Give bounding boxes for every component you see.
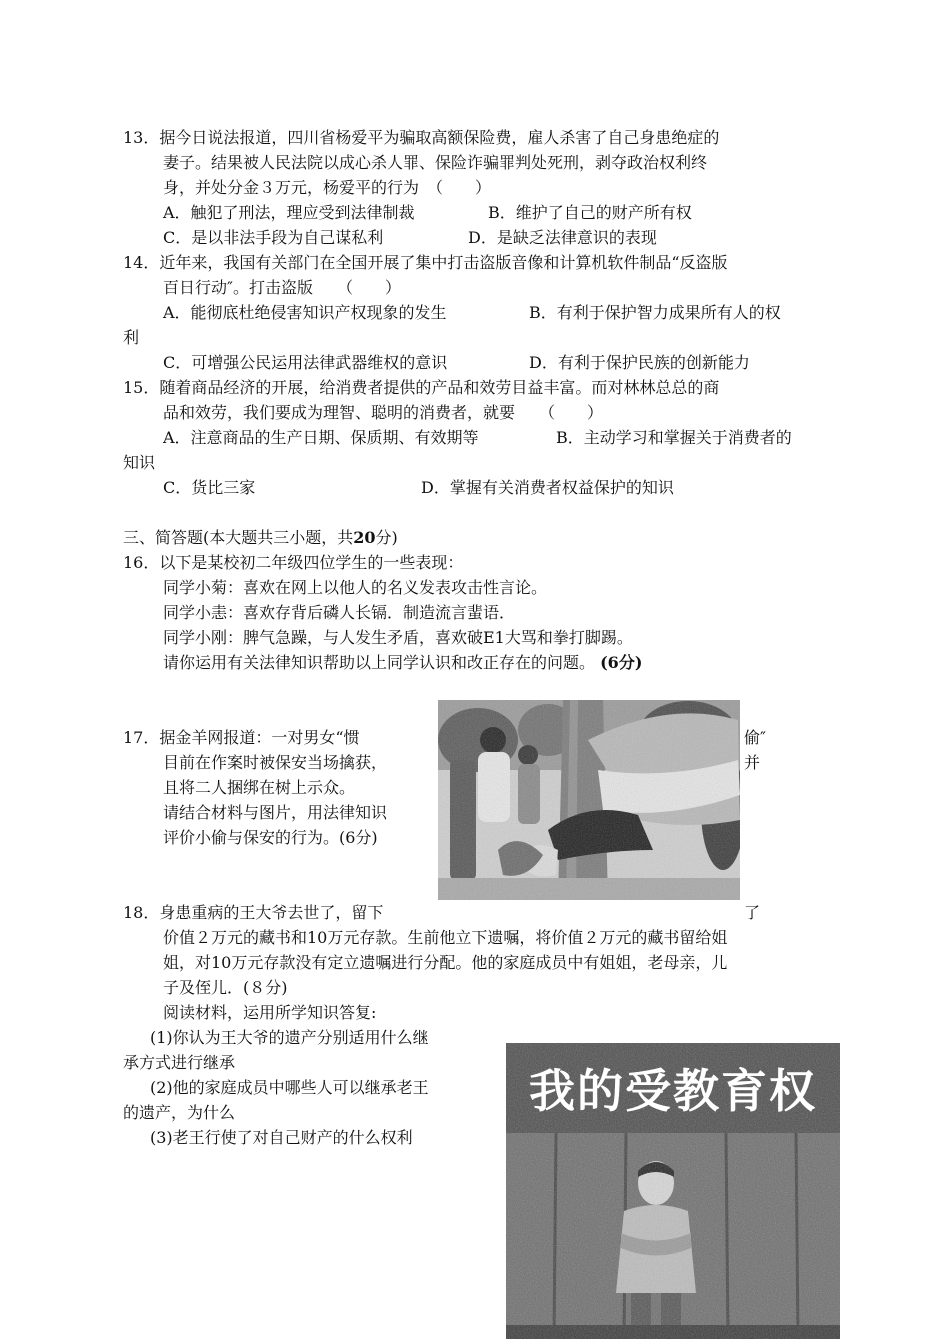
q13-option-b: B．维护了自己的财产所有权 [488, 203, 692, 222]
q17-line3: 且将二人捆绑在树上示众。 [163, 778, 356, 797]
q17-line1-end: 偷″ [744, 728, 766, 747]
q15-option-b-cont: 知识 [123, 453, 156, 472]
q17-line1: 17．据金羊网报道：一对男女“惯 [123, 728, 360, 747]
q13-line2: 妻子。结果被人民法院以成心杀人罪、保险诈骗罪判处死刑，剥夺政治权利终 [163, 153, 708, 172]
q16-line4: 同学小刚：脾气急躁，与人发生矛盾，喜欢破E1大骂和拳打脚踢。 [163, 628, 633, 647]
q13-option-c: C．是以非法手段为自己谋私利 [163, 228, 384, 247]
q13-line3: 身，并处分金３万元，杨爱平的行为 （ ） [163, 178, 492, 197]
q17-line5: 评价小偷与保安的行为。(6分) [163, 828, 378, 847]
q18-sub1-a: (1)你认为王大爷的遗产分别适用什么继 [150, 1028, 429, 1047]
q15-line1: 15．随着商品经济的开展，给消费者提供的产品和效劳目益丰富。而对林林总总的商 [123, 378, 720, 397]
q18-sub2-a: (2)他的家庭成员中哪些人可以继承老王 [150, 1078, 429, 1097]
q13-option-d: D．是缺乏法律意识的表现 [468, 228, 657, 247]
q18-line5: 阅读材料，运用所学知识答复: [163, 1003, 377, 1022]
q16-score: (6分) [600, 653, 643, 672]
q17-line2: 目前在作案时被保安当场擒获， [163, 753, 388, 772]
q17-line4: 请结合材料与图片，用法律知识 [163, 803, 388, 822]
q18-line2: 价值２万元的藏书和10万元存款。生前他立下遗嘱，将价值２万元的藏书留给姐 [163, 928, 728, 947]
section-3-title-prefix: 三、简答题(本大题共三小题，共 [123, 528, 354, 547]
q18-sub1-b: 承方式进行继承 [123, 1053, 236, 1072]
q18-line1-end: 了 [744, 903, 761, 922]
q14-option-a: A．能彻底杜绝侵害知识产权现象的发生 [163, 303, 447, 322]
poster-title: 我的受教育权 [529, 1064, 817, 1118]
q13-option-a: A．触犯了刑法，理应受到法律制裁 [163, 203, 415, 222]
q17-line2-end: 并 [744, 753, 761, 772]
q18-line4: 子及侄儿．(８分) [163, 978, 288, 997]
q16-line5 [163, 651, 642, 675]
section-3-points: 20 [353, 528, 376, 547]
tree-photo [438, 700, 740, 900]
q15-option-b: B．主动学习和掌握关于消费者的 [556, 428, 792, 447]
q16-instruction: 请你运用有关法律知识帮助以上同学认识和改正存在的问题。 [163, 653, 596, 672]
q15-option-d: D．掌握有关消费者权益保护的知识 [421, 478, 674, 497]
q14-option-b: B．有利于保护智力成果所有人的权 [529, 303, 781, 322]
q14-line1: 14．近年来，我国有关部门在全国开展了集中打击盗版音像和计算机软件制品“反盗版 [123, 253, 728, 272]
q13-line1: 13．据今日说法报道，四川省杨爱平为骗取高额保险费，雇人杀害了自己身患绝症的 [123, 128, 720, 147]
q14-option-c: C．可增强公民运用法律武器维权的意识 [163, 353, 448, 372]
q14-option-d: D．有利于保护民族的创新能力 [529, 353, 750, 372]
q18-sub3: (3)老王行使了对自己财产的什么权利 [150, 1128, 413, 1147]
q16-line3: 同学小恚：喜欢存背后磷人长镉．制造流言蜚语． [163, 603, 516, 622]
q15-option-a: A．注意商品的生产日期、保质期、有效期等 [163, 428, 479, 447]
q14-line2: 百日行动″。打击盗版 （ ） [163, 278, 401, 297]
q16-line2: 同学小菊：喜欢在网上以他人的名义发表攻击性言论。 [163, 578, 548, 597]
q15-option-c: C．货比三家 [163, 478, 256, 497]
q15-line2: 品和效劳，我们要成为理智、聪明的消费者，就要 （ ） [163, 403, 604, 422]
section-3-title-suffix: 分) [375, 528, 398, 547]
tree-photo-illustration [438, 700, 740, 900]
q18-line1: 18．身患重病的王大爷去世了，留下 [123, 903, 384, 922]
q16-line1: 16．以下是某校初二年级四位学生的一些表现： [123, 553, 464, 572]
q18-sub2-b: 的遗产，为什么 [123, 1103, 236, 1122]
q14-option-b-cont: 利 [123, 328, 140, 347]
section-3-heading [123, 526, 398, 550]
q18-line3: 姐，对10万元存款没有定立遗嘱进行分配。他的家庭成员中有姐姐，老母亲，儿 [163, 953, 728, 972]
education-poster [506, 1043, 840, 1339]
